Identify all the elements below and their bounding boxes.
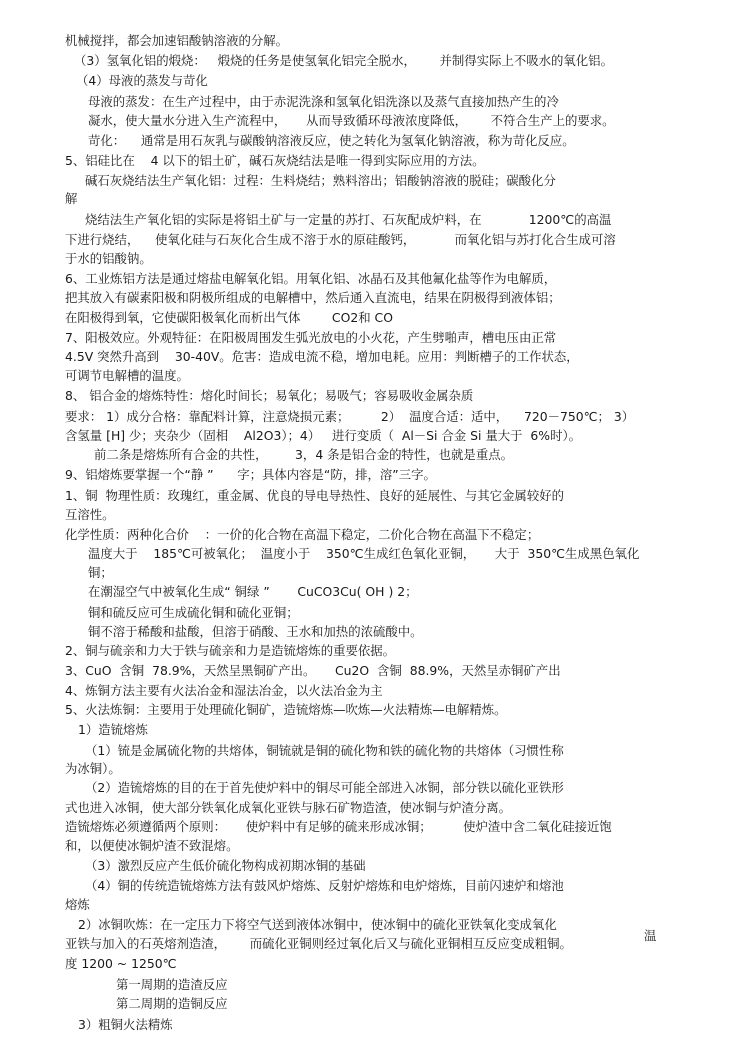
text-line: （2）造锍熔炼的目的在于首先使炉料中的铜尽可能全部进入冰铜，部分铁以硫化亚铁形 bbox=[85, 780, 564, 795]
text-line: 把其放入有碳素阳极和阴极所组成的电解槽中，然后通入直流电，结果在阴极得到液体铝； bbox=[65, 290, 561, 305]
text-line: 和，以便使冰铜炉渣不致混熔。 bbox=[65, 838, 239, 853]
text-line: 2、铜与硫亲和力大于铁与硫亲和力是造锍熔炼的重要依据。 bbox=[65, 643, 396, 658]
text-line: 解 bbox=[65, 191, 78, 206]
text-line: 温度大于 185℃可被氧化； 温度小于 350℃生成红色氧化亚铜， 大于 350℃生成黑色氧化 bbox=[88, 546, 640, 561]
text-line: 2）冰铜吹炼：在一定压力下将空气送到液体冰铜中，使冰铜中的硫化亚铁氧化变成氧化 bbox=[78, 917, 557, 932]
text-line: 5、铝硅比在 4 以下的铝土矿，碱石灰烧结法是唯一得到实际应用的方法。 bbox=[65, 153, 485, 168]
text-line: （4）铜的传统造锍熔炼方法有鼓风炉熔炼、反射炉熔炼和电炉熔炼，目前闪速炉和熔池 bbox=[85, 878, 564, 893]
text-line: 第二周期的造铜反应 bbox=[116, 996, 228, 1011]
text-line: 母液的蒸发：在生产过程中，由于赤泥洗涤和氢氧化铝洗涤以及蒸气直接加热产生的冷 bbox=[88, 94, 559, 109]
text-line: 5、火法炼铜：主要用于处理硫化铜矿，造锍熔炼—吹炼—火法精炼—电解精炼。 bbox=[65, 702, 507, 717]
text-line: 1）造锍熔炼 bbox=[78, 722, 148, 737]
text-line: 在阳极得到氧，它使碳阳极氧化而析出气体 CO2和 CO bbox=[65, 310, 393, 325]
text-line: 于水的铝酸钠。 bbox=[65, 251, 152, 266]
text-line: 铜； bbox=[88, 565, 113, 580]
text-line: 度 1200 ~ 1250℃ bbox=[65, 956, 177, 971]
text-line: 铜不溶于稀酸和盐酸，但溶于硝酸、王水和加热的浓硫酸中。 bbox=[88, 624, 423, 639]
text-line: 亚铁与加入的石英熔剂造渣， 而硫化亚铜则经过氧化后又与硫化亚铜相互反应变成粗铜。 bbox=[65, 936, 572, 951]
text-line: 凝水，使大量水分进入生产流程中， 从而导致循环母液浓度降低， 不符合生产上的要求。 bbox=[88, 113, 615, 128]
temperature-fragment: 温 bbox=[644, 928, 657, 943]
text-line: （1）锍是金属硫化物的共熔体，铜锍就是铜的硫化物和铁的硫化物的共熔体（习惯性称 bbox=[85, 743, 564, 758]
text-line: 烧结法生产氧化铝的实际是将铝土矿与一定量的苏打、石灰配成炉料，在 1200℃的高温 bbox=[85, 212, 612, 227]
text-line: 熔炼 bbox=[65, 897, 90, 912]
text-line: 3、CuO 含铜 78.9%，天然呈黑铜矿产出。 Cu2O 含铜 88.9%，天然呈赤铜矿产出 bbox=[65, 663, 561, 678]
text-line: 前二条是熔炼所有合金的共性， 3，4 条是铝合金的特性，也就是重点。 bbox=[94, 447, 513, 462]
text-line: （4）母液的蒸发与苛化 bbox=[76, 73, 208, 88]
text-line: （3）氢氧化铝的煅烧： 煅烧的任务是使氢氧化铝完全脱水， 并制得实际上不吸水的氧化铝。 bbox=[74, 53, 613, 68]
text-line: 机械搅拌，都会加速铝酸钠溶液的分解。 bbox=[65, 33, 289, 48]
text-line: （3）激烈反应产生低价硫化物构成初期冰铜的基础 bbox=[85, 858, 366, 873]
text-line: 下进行烧结， 使氧化硅与石灰化合生成不溶于水的原硅酸钙， 而氧化铝与苏打化合生成可溶 bbox=[65, 232, 616, 247]
text-line: 式也进入冰铜，使大部分铁氧化成氧化亚铁与脉石矿物造渣，使冰铜与炉渣分离。 bbox=[65, 800, 512, 815]
text-line: 3）粗铜火法精炼 bbox=[78, 1017, 173, 1032]
text-line: 造锍熔炼必须遵循两个原则： 使炉料中有足够的硫来形成冰铜； 使炉渣中含二氧化硅接近饱 bbox=[65, 819, 612, 834]
text-line: 4.5V 突然升高到 30-40V。危害：造成电流不稳，增加电耗。应用：判断槽子的工作状态， bbox=[65, 349, 579, 364]
text-line: 化学性质：两种化合价 ：一价的化合物在高温下稳定，二价化合物在高温下不稳定； bbox=[65, 527, 540, 542]
text-line: 可调节电解槽的温度。 bbox=[65, 368, 189, 383]
text-line: 7、阳极效应。外观特征：在阳极周围发生弧光放电的小火花，产生劈啪声，槽电压由正常 bbox=[65, 330, 557, 345]
text-line: 在潮湿空气中被氧化生成“ 铜绿 ” CuCO3Cu( OH ) 2； bbox=[88, 584, 418, 599]
text-line: 互溶性。 bbox=[65, 507, 115, 522]
text-line: 要求： 1）成分合格：靠配料计算，注意烧损元素； 2） 温度合适：适中， 720－750℃； 3） bbox=[65, 409, 635, 424]
text-line: 9、铝熔炼要掌握一个“静 ” 字；具体内容是“防，排，溶”三字。 bbox=[65, 467, 436, 482]
text-line: 第一周期的造渣反应 bbox=[116, 977, 228, 992]
text-line: 4、炼铜方法主要有火法冶金和湿法冶金，以火法冶金为主 bbox=[65, 683, 383, 698]
text-line: 含氢量 [H] 少；夹杂少（固相 Al2O3）；4） 进行变质（ Al－Si 合金 Si 量大于 6%时）。 bbox=[65, 428, 582, 443]
text-line: 苛化： 通常是用石灰乳与碳酸钠溶液反应，使之转化为氢氧化钠溶液，称为苛化反应。 bbox=[88, 133, 575, 148]
text-line: 为冰铜）。 bbox=[65, 761, 121, 776]
text-line: 8、 铝合金的熔炼特性：熔化时间长；易氧化；易吸气；容易吸收金属杂质 bbox=[65, 388, 474, 403]
text-line: 碱石灰烧结法生产氧化铝：过程：生料烧结；熟料溶出；铝酸钠溶液的脱硅；碳酸化分 bbox=[85, 173, 556, 188]
text-line: 铜和硫反应可生成硫化铜和硫化亚铜； bbox=[88, 605, 299, 620]
text-line: 1、铜 物理性质：玫瑰红，重金属、优良的导电导热性、良好的延展性、与其它金属较好的 bbox=[65, 488, 564, 503]
text-line: 6、工业炼铝方法是通过熔盐电解氧化铝。用氧化铝、冰晶石及其他氟化盐等作为电解质， bbox=[65, 271, 557, 286]
